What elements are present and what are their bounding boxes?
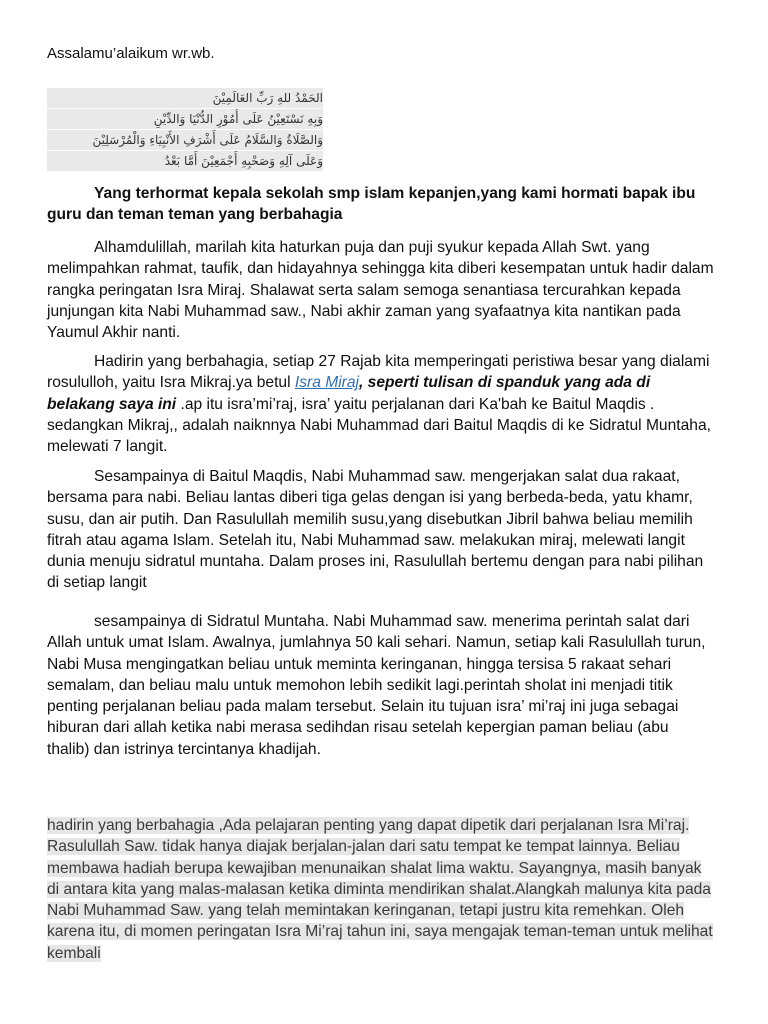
paragraph-text: Hadirin yang berbahagia, setiap 27 Rajab kita memperingati peristiwa besar yang dialami rosululloh, yaitu Isra Mikraj.ya betul bbox=[47, 353, 710, 392]
arabic-line: وَالصَّلَاةُ وَالسَّلَامُ عَلَى أَشْرَفِ الأَنْبِيَاءِ وَالْمُرْسَلِيْنَ bbox=[47, 130, 323, 150]
italic-note: , seperti tulisan di spanduk yang ada di belakang saya ini bbox=[47, 374, 651, 413]
paragraph-text: .ap itu isra’mi’raj, isra’ yaitu perjalanan dari Ka'bah ke Baitul Maqdis . sedangkan Mikraj,, adalah naiknnya Nabi Muhammad dari Baitul Maqdis di ke Sidratul Muntaha, melewati 7 langit. bbox=[47, 395, 711, 456]
arabic-line: وَعَلَى آلِهِ وَصَحْبِهِ أَجْمَعِيْنَ أَمَّا بَعْدُ bbox=[47, 151, 323, 171]
baitul-maqdis-paragraph: Sesampainya di Baitul Maqdis, Nabi Muhammad saw. mengerjakan salat dua rakaat, bersama para nabi. Beliau lantas diberi tiga gelas dengan isi yang berbeda-beda, yatu khamr, susu, dan air putih. Dan Rasulullah memilih susu,yang disebutkan Jibril bahwa beliau memilih fitrah atau agama Islam. Setelah itu, Nabi Muhammad saw. melakukan miraj, melewati langit dunia menuju sidratul muntaha. Dalam proses ini, Rasulullah bertemu dengan para nabi pilihan di setiap langit bbox=[47, 468, 704, 592]
lesson-paragraph bbox=[47, 815, 715, 964]
arabic-opening-prayer bbox=[47, 88, 323, 172]
salutation-paragraph: Yang terhormat kepala sekolah smp islam kepanjen,yang kami hormati bapak ibu guru dan teman teman yang berbahagia bbox=[47, 185, 696, 224]
sidratul-muntaha-paragraph: sesampainya di Sidratul Muntaha. Nabi Muhammad saw. menerima perintah salat dari Allah untuk umat Islam. Awalnya, jumlahnya 50 kali sehari. Namun, setiap kali Rasulullah turun, Nabi Musa mengingatkan beliau untuk meminta keringanan, hingga tersisa 5 rakaat sehari semalam, dan beliau malu untuk memohon lebih sedikit lagi.perintah sholat ini menjadi titik penting perjalanan beliau pada malam tersebut. Selain itu tujuan isra’ mi’raj ini juga sebagai hiburan dari allah ketika nabi merasa sedihdan risau setelah kepergian paman beliau (abu thalib) dan istrinya tercintanya khadijah. bbox=[47, 613, 706, 758]
isra-miraj-paragraph bbox=[47, 351, 715, 457]
arabic-line: الحَمْدُ للهِ رَبِّ العَالَمِيْنَ bbox=[47, 88, 323, 108]
greeting-line: Assalamu’alaikum wr.wb. bbox=[47, 45, 215, 62]
opening-paragraph: Alhamdulillah, marilah kita haturkan puja dan puji syukur kepada Allah Swt. yang melimpahkan rahmat, taufik, dan hidayahnya sehingga kita diberi kesempatan untuk hadir dalam rangka peringatan Isra Miraj. Shalawat serta salam semoga senantiasa tercurahkan kepada junjungan kita Nabi Muhammad saw., Nabi akhir zaman yang syafaatnya kita nantikan pada Yaumul Akhir nanti. bbox=[47, 239, 714, 342]
highlighted-text: hadirin yang berbahagia ,Ada pelajaran penting yang dapat dipetik dari perjalanan Isra Mi’raj. Rasulullah Saw. tidak hanya diajak berjalan-jalan dari satu tempat ke tempat lainnya. Beliau membawa hadiah berupa kewajiban menunaikan shalat lima waktu. Sayangnya, masih banyak di antara kita yang malas-malasan ketika diminta mendirikan shalat.Alangkah malunya kita pada Nabi Muhammad Saw. yang telah memintakan keringanan, tetapi justru kita remehkan. Oleh karena itu, di momen peringatan Isra Mi’raj tahun ini, saya mengajak teman-teman untuk melihat kembali bbox=[47, 817, 713, 962]
isra-miraj-link[interactable]: Isra Miraj bbox=[294, 374, 359, 392]
arabic-line: وَبِهِ نَسْتَعِيْنُ عَلَى أُمُوْرِ الدُّنْيَا وَالدِّيْنِ bbox=[47, 109, 323, 129]
